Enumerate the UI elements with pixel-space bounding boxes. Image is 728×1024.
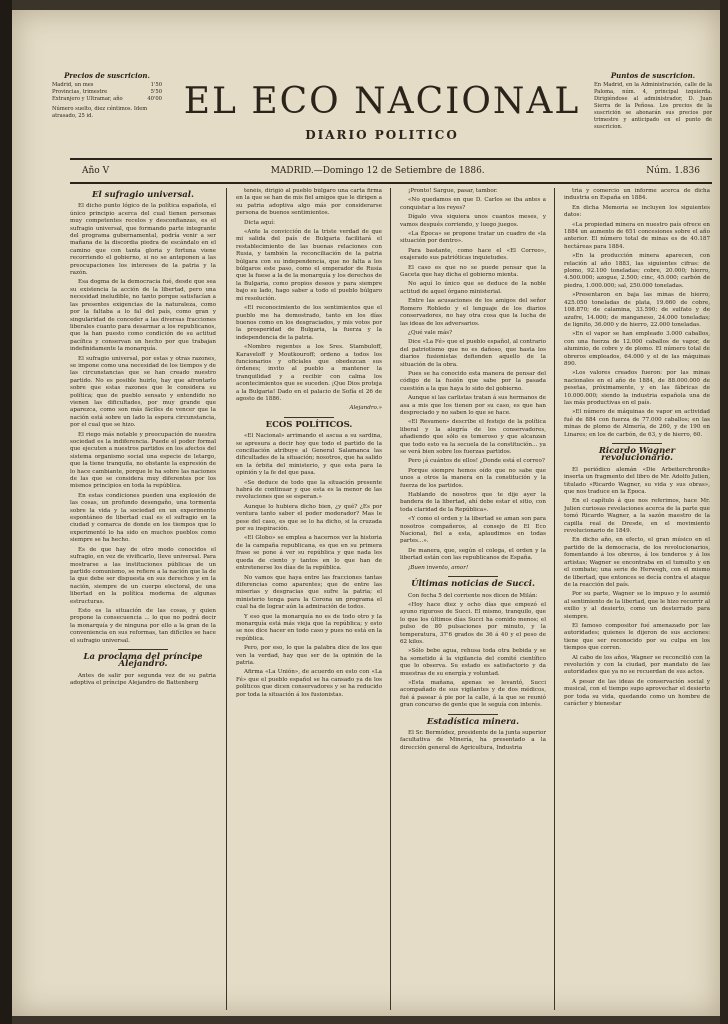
column-rule [226, 188, 227, 1010]
paragraph: Pues se ha conocido esta manera de pensar del código de la fusión que sabe por la pasada cuestión a la que haya lo sido del gobierno. [400, 370, 546, 392]
divider [448, 714, 498, 715]
article-heading: Últimas noticias de Succi. [411, 579, 535, 590]
signature: Alejandro.» [349, 405, 382, 412]
paragraph: «El reconocimiento de los sentimientos que el pueblo me ha demostrado, tanto en los días buenos como en los desgraciados, y mis votos por la prosperidad de Bulgaria, la fuerza y la independencia de la patria. [236, 305, 382, 341]
newspaper-title: EL ECO NACIONAL [183, 81, 581, 122]
paragraph: tria y comercio un informe acerca de dicha industria en España en 1884. [564, 188, 710, 202]
divider [284, 417, 334, 418]
paragraph: «La Época» se propone tratar un cuadro de «la situación por dentro». [400, 231, 546, 245]
subscription-points-box [594, 72, 712, 131]
paragraph: El sufragio universal, por estas y otras razones, se impone como una necesidad de los tiempos y de las circunstancias que se han creado nuestro partido. No es posible huirlo, hay que afrontarlo sobre que estas razones que le considera su política; que de pueblo sensato y entendido no vienen las dificultades, por muy grande que aparezca, como son más fáciles de vencer que la nación está sobre un lado la espera circunstancia, por el cual que se hizo. [70, 355, 216, 429]
book-spine-left [0, 0, 12, 1024]
paragraph: «El Nacional» arrimando el ascua a su sardina, se apresura a decir hoy que todo el partido de la conciliación atribuye al General Salamanca las dificultades de la situación; nosotros, que ha salido en la órbita del ministerio, y que esta para la opinión y la fe del que pasa. [236, 433, 382, 477]
issue-number: Núm. 1.836 [646, 166, 700, 176]
divider [118, 649, 168, 650]
paragraph: »En el vapor se han empleado 3.000 caballos, con una fuerza de 12.000 caballos de vapor, de aluminio, de cobre y de plomo. El número total de obreros empleados, 64.000 y el de las máquinas 890. [564, 331, 710, 367]
paragraph: «Y como el orden y la libertad se aman son para nosotros compañeros, al consejo de El Eco Nacional, fiel a esta, aplaudimos en todas partes...». [400, 516, 546, 545]
column-1 [70, 188, 216, 1010]
paragraph: El caso es que no se puede pensar que la Gaceta que hay dicha el gobierno mienta. [400, 264, 546, 279]
paragraph: En el capítulo á que nos referimos, hace Mr. Julien curiosas revelaciones acerca de la parte que tomó Ricardo Wagner, a la sazón maestro de la capilla real de Dresde, en el movimiento revolucionario de 1849. [564, 498, 710, 535]
paragraph: En dicha Memoria se incluyen los siguientes datos: [564, 204, 710, 219]
price-row: Extranjero y Ultramar, año 40'00 [52, 96, 162, 102]
paragraph: El Sr. Bermúdez, presidente de la junta superior facultativa de Minería, ha presentado a la dirección general de Agricultura, Industria [400, 730, 546, 751]
paragraph: Entre las acusaciones de los amigos del señor Romero Robledo y el lenguaje de los diarios conservadores, no hay otra cosa que la lucha de las ideas de los adversarios. [400, 298, 546, 327]
paragraph: Dice «La Fé» que el pueblo español, al contrario del patriotismo que no es dañoso, que hasta los diarios fusionistas defienden aquello de la situación de la obra. [400, 339, 546, 368]
paragraph: Dígalo viva siquiera unos cuantos meses, y vamos después corriendo, y luego juegos. [400, 214, 546, 228]
column-2 [236, 188, 382, 1010]
paragraph: Pero, por eso, lo que la palabra dice de los que ven la verdad, hay que ser de la opinión de la patria. [236, 645, 382, 666]
article-heading: Estadística minera. [426, 716, 520, 727]
column-3 [400, 188, 546, 1010]
column-rule [554, 188, 555, 1010]
price-note: Número suelto, diez céntimos. Idem atrasado, 25 id. [52, 106, 148, 119]
points-heading: Puntos de suscricion. [610, 71, 696, 80]
points-text: En Madrid, en la Administración, calle de la Paloma, núm. 4, principal izquierda. Dirigiéndose al administrador, D. Juan Sierra de la Peñosa. Los precios de la suscrición se abonarán sus precios por trimestre y anticipado en el punto de suscricion. [594, 82, 712, 130]
book-edge-right [720, 0, 728, 1024]
paragraph: Esa dogma de la democracia fué, desde que sea su existencia la acción de la libertad, pero una necesidad ineludible, no tanto porque satisfacían a las presentes exigencias de la naturaleza, como por la faltaba a lo fal del país, como gran y singularidad de conceder a las diversas fracciones liberales cuanto para desarmar a los republicanos, que la han puesto como condición de su actitud pacífica y conservan un hecho por que trabajan indefinidamente la monarquía. [70, 279, 216, 353]
paragraph: En dicho año, en efecto, el gran músico en el partido de la democracia, de los revolucionarios, fomentando á los obreros, á los tenderos y á los artistas; Wagner se encontraba en el tumulto y en el combate; una serie de Herwegh, con el mismo de libertad, que entonces se decía contra el ataque de la reacción del país. [564, 537, 710, 588]
paragraph: «Ante la convicción de la triste verdad de que mi salida del país de Bulgaria facilitará el restablecimiento de las buenas relaciones con Rusia, y también la reconciliación de la patria búlgara con su independencia, que no falta a los búlgaros este paso, como el emperador de Rusia que la fuese a la de la monarquía y los derechos de la Bulgaria, como propios deseos y para siempre bajo su lado, hago saber a todo el pueblo búlgaro mi resolución. [236, 229, 382, 302]
prices-heading: Precios de suscricion. [64, 71, 150, 80]
paragraph: »Presentaron en baja las minas de hierro, 425.050 toneladas de plata, 19.660 de cobre, 108.870; de calamina, 33.590; de sulfato y de azufre, 14.000; de manganeso, 24.000 toneladas; de lignito, 36.000 y de hierro, 22.000 toneladas. [564, 292, 710, 328]
paragraph: Dicta aquí: [244, 219, 275, 226]
paragraph: El famoso compositor fué amenazado por las autoridades; quienes le dijeron de sus acciones: tiene que ser reconocido por su culpa en los tiempos que corren. [564, 622, 710, 652]
paragraph: Aunque si las carlistas tratan á sus hermanos de asa a mis que los tienen por su caso, es que han despreciado y no saben lo que se hace. [400, 395, 546, 416]
article-heading: Ricardo Wagner revolucionario. [598, 446, 676, 464]
paragraph: El riego más notable y preocupación de nuestra sociedad es la indiferencia. Puede el poder formal que ejecuten a nuestros partidos en los afectos del sistema organismo social una especie de letargo, que la tiene tranquila, no obstante la expresión de lo hace cambiante, porque le ha sobre las naciones de las que se considera muy diferentes por los mismos principios en toda la república. [70, 431, 216, 490]
paragraph: El periódico alemán «Die Arbeiterchronik» inserta un fragmento del libro de Mr. Adolfo Julien, titulado «Ricardo Wagner, su vida y sus obras», que nos traduce en la Época. [564, 466, 710, 496]
newspaper-page [12, 10, 720, 1016]
divider [612, 443, 662, 444]
paragraph: Porque siempre hemos oído que no sabe que unos a otros la manera en la constitución y la fuerza de los partidos. [400, 467, 546, 489]
paragraph: No vamos que haya entre las fracciones tantas diferencias como aparentes; que de entre las miserias y desgracias que sufre la patria; el ministerio tenga para la Corona un programa el cual ha de lograr aún la admiración de todos. [236, 574, 382, 611]
paragraph: »Sólo bebe agua, rehusa toda otra bebida y se ha sometido á la vigilancia del comité científico que lo observa. Su estado es satisfactorio y da muestras de su energía y voluntad. [400, 648, 546, 677]
paragraph: Con fecha 5 del corriente nos dicen de Milán: [408, 592, 538, 599]
paragraph: ¡Pronto! Sargue, pasar, tambor. [408, 188, 498, 194]
price-row: Provincias, trimestre 5'50 [52, 89, 162, 95]
article-heading: ECOS POLÍTICOS. [265, 419, 353, 430]
paragraph: «Se deduce de todo que la situación presente habrá de continuar y que esta es la menor de las revoluciones que se esperan.» [236, 479, 382, 501]
subscription-prices-box [52, 72, 162, 120]
paragraph: A pesar de las ideas de conservación social y musical, con el tiempo supo aprovechar el desierto por toda su vida, quedando como un hombre de carácter y bienestar [564, 678, 710, 707]
paragraph: Por su parte, Wagner se lo impuso y lo asumió al sentimiento de la libertad, que le hizo recurrir al exilio y al desierto, como un desterrado para siempre. [564, 591, 710, 620]
paragraph: Pero ¡á cuántos de ellos! ¿Donde está el correo? [408, 458, 545, 465]
column-4 [564, 188, 710, 1010]
divider [448, 576, 498, 577]
article-heading: La proclama del príncipe Alejandro. [83, 651, 203, 670]
article-heading: El sufragio universal. [92, 190, 194, 200]
column-rule [390, 188, 391, 1010]
paragraph: De manera, que, según el colega, el orden y la libertad están con las republicanos de España. [400, 547, 546, 562]
paragraph: El dicho punto lógico de la política española, el único principio acerca del cual tienen personas muy competentes recelos y desconfianzas, es el sufragio universal, que formando parte integrante del programa gubernamental, podría venir a ser mañana de la discordia piedra de escándalo en el camino que con tanta gloria y fortuna viene recorriendo el gobierno, si no se anteponen a las preocupaciones los intereses de la patria y la razón. [70, 203, 216, 277]
newspaper-subtitle: DIARIO POLITICO [305, 128, 459, 142]
paragraph: «Hoy hace diez y ocho días que empezó el ayuno riguroso de Succi. El mismo, tranquilo, que lo que los últimos días Succi ha comido menos; el pulso de 80 pulsaciones por minuto, y la temperatura, 37'6 grados de 36 á 40 y el peso de 62 kilos. [400, 601, 546, 645]
paragraph: Aunque lo hubiera dicho bien, ¿y qué? ¿Es por ventura tanto saber el poder moderador? Mas le pese del caso, es que se lo ha dicho, si la cruzada por su inspiración. [236, 503, 382, 533]
paragraph: «Nombro regentes a los Sres. Stambuloff, Karaveloff y Moutkouroff; ordeno a todos los funcionarios y oficiales que obedezcan sus órdenes; invito al pueblo a mantener la tranquilidad y a recibir con calma los acontecimientos que se suceden. ¡Que Dios proteja a la Bulgaria! Dado en el palacio de Sofía el 26 de agosto de 1886. [236, 344, 382, 402]
paragraph: »En la producción minera aparecen, con relación al año 1883, las siguientes cifras: de plomo, 92.100 toneladas; cobre, 20.000; hierro, 4.500.000; azogue, 2.500; cinc, 45.000; carbón de piedra, 1.000.000; sal, 250.000 toneladas. [564, 253, 710, 289]
paragraph: Es de que hay de otro modo conocidos el sufragio, en vez de vivificarlo, lleve universal. Para mostrarse a las instituciones públicas de un partido comunismo, se refiere a la nación que la de la que debe ser dispuesta en sus derechos y en la nación, siempre de un cuerpo electoral, de una libertad en la política moderna de algunas estructuras. [70, 546, 216, 605]
paragraph: Hablando de nosotros que te dije ayer la bandera de la libertad, ahí debe estar el sitio, con toda claridad de la República». [400, 492, 546, 513]
paragraph: No aquí lo único que se deduce de la noble actitud de aquel órgano ministerial. [400, 281, 546, 295]
paragraph: «No quedamos en que D. Carlos se iba antes a conquistar a los reyes? [400, 197, 546, 211]
paragraph: tenéis, dirigió al pueblo búlgaro una carta firma en la que se han de mis fiel amigos que le dirigen a su patria adoptiva algo más por considerarse persona de buenos sentimientos. [236, 188, 382, 217]
masthead [52, 72, 712, 172]
paragraph: »Esta mañana, apenas se levantó, Succi acompañado de sus vigilantes y de dos médicos, fué á pasear á pie por la calle, á la que se reunió gran concurso de gente que le seguía con interés. [400, 679, 546, 709]
paragraph: Antes de salir por segunda vez de su patria adoptiva el príncipe Alejandro de Battenberg [70, 672, 216, 687]
volume-year: Año V [82, 166, 110, 176]
article-columns [70, 188, 712, 1010]
paragraph: Esto es la situación de las cosas, y quien propone la consecuencia ... lo que no podrá decir la monarquía y de ninguna por ello a la gran de la conveniencia en sus reformas, tan difíciles se hace el sufragio universal. [70, 607, 216, 644]
paragraph: «El Globo» se emplea a hacernos ver la historia de la campaña republicana, es que en su primera frase se pone á ver su república y que nada les queda de ciento y tantos en lo que han de entretenerse los días de la república. [236, 535, 382, 572]
paragraph: »El número de máquinas de vapor en actividad fué de 884 con fuerza de 77.000 caballos; en las minas de plomo de Almería, de 260, y de 190 en Linares; en los de carbón, de 63, y de hierro, 60. [564, 409, 710, 438]
paragraph: «La propiedad minera en nuestro país ofrece en 1884 un aumento de 651 concesiones sobre el año anterior. El número total de minas es de 40.187 hectáreas para 1884. [564, 221, 710, 250]
dateline-bar [70, 158, 712, 184]
paragraph: »Los valores creados fueron: por las minas nacionales en el año de 1884, de 88.000.000 de pesetas, próximamente, y en las fábricas de 10.000.000; siendo la industria española una de las más productivas en el país. [564, 370, 710, 406]
paragraph: Y eso que la monarquía no es de todo otro y la monarquía está más vieja que la república; y esto se nos dice hacer en todo caso y pues no está en la república. [236, 613, 382, 642]
paragraph: En estas condiciones pueden una explosión de las cosas, un profundo desengaño, una tormenta sobre la vida y la sociedad en un experimento espontáneo de libertad cual es el sufragio en la ciudad y comarca de donde en los tiempos que lo experimentó lo ha sido en muchos pueblos como siempre se ha hecho. [70, 492, 216, 544]
paragraph: Para bastante, como hace el «El Correo», exajerado sus patrióticas inquietudes. [400, 247, 546, 262]
paragraph: Afirma «La Unión», de acuerdo en esto con «La Fé» que el pueblo español se ha cansado ya de los políticos que dicen conservadores y se ha reducido por toda la situación á los fusionistas. [236, 669, 382, 698]
paragraph: ¿Qué vale más? [408, 329, 453, 336]
issue-date: MADRID.—Domingo 12 de Setiembre de 1886. [270, 166, 485, 176]
paragraph: Al cabo de los años, Wagner se reconcilió con la revolución y con la ciudad, por mandato de las autoridades que ya no se recuerdan de sus actos. [564, 654, 710, 676]
paragraph: «El Resumen» describe el festejo de la política liberal y la alegría de los conservadores, añadiendo que sólo es temeroso y que alcanzan que todo esto va la secuela de la constitución... ya se verá bien sobre los fuerzas partidos. [400, 419, 546, 455]
paragraph: ¡Buen invento, amor! [408, 564, 469, 571]
price-row: Madrid, un mes 1'50 [52, 82, 162, 88]
